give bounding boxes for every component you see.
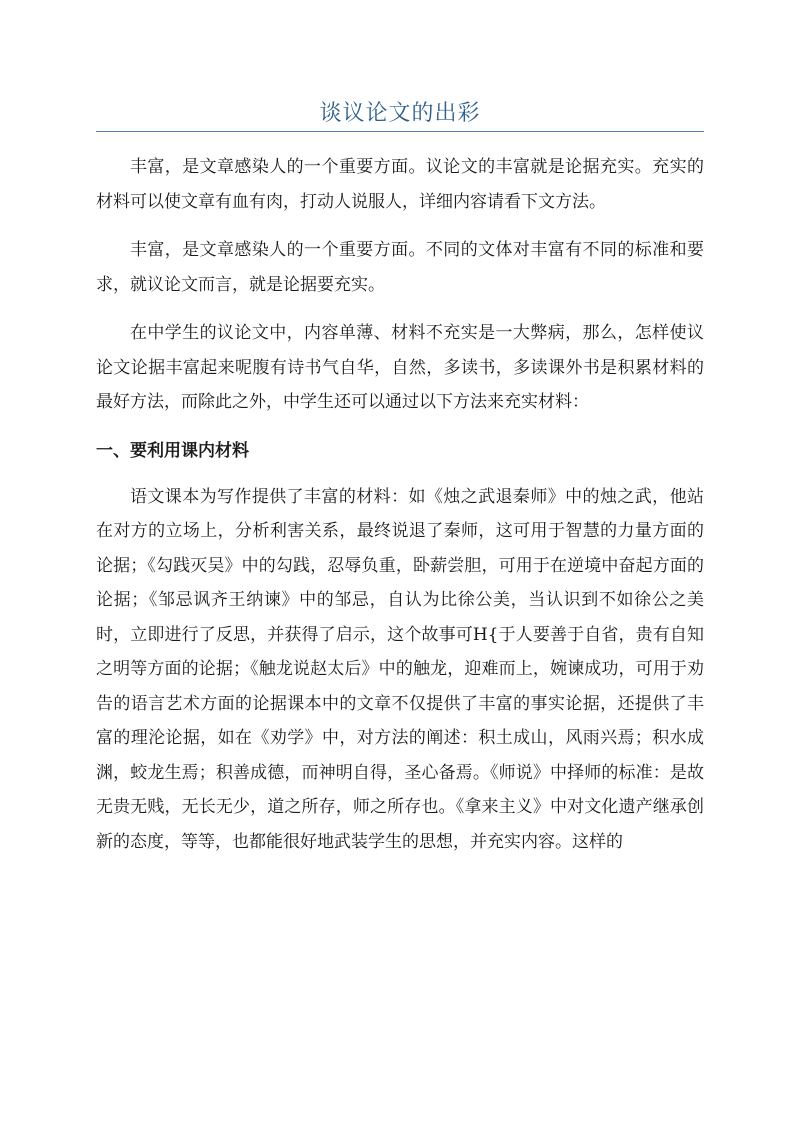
paragraph-2: 丰富，是文章感染人的一个重要方面。不同的文体对丰富有不同的标准和要求，就议论文而言，就是论据要充实。	[96, 240, 704, 295]
paragraph-3: 在中学生的议论文中，内容单薄、材料不充实是一大弊病，那么，怎样使议论文论据丰富起来呢腹有诗书气自华，自然，多读书，多读课外书是积累材料的最好方法，而除此之外，中学生还可以通过以下方法来充实材料：	[96, 323, 704, 412]
paragraph-4: 语文课本为写作提供了丰富的材料：如《烛之武退秦师》中的烛之武，他站在对方的立场上，分析利害关系，最终说退了秦师，这可用于智慧的力量方面的论据；《勾践灭吴》中的勾践，忍辱负重，卧薪尝胆，可用于在逆境中奋起方面的论据；《邹忌讽齐王纳谏》中的邹忌，自认为比徐公美，当认识到不如徐公之美时，立即进行了反思，并获得了启示，这个故事可H{于人要善于自省，贵有自知之明等方面的论据；《触龙说赵太后》中的触龙，迎难而上，婉谏成功，可用于劝告的语言艺术方面的论据课本中的文章不仅提供了丰富的事实论据，还提供了丰富的理沦论据，如在《劝学》中，对方法的阐述：积土成山，风雨兴焉；积水成渊，蛟龙生焉；积善成德，而神明自得，圣心备焉。《师说》中择师的标准：是故无贵无贱，无长无少，道之所存，师之所存也。《拿来主义》中对文化遗产继承创新的态度，等等，也都能很好地武装学生的思想，并充实内容。这样的	[96, 486, 704, 852]
document-body	[96, 150, 704, 873]
title-underline	[96, 131, 704, 132]
section-heading-1: 一、要利用课内材料	[96, 440, 249, 461]
paragraph-1: 丰富，是文章感染人的一个重要方面。议论文的丰富就是论据充实。充实的材料可以使文章有血有肉，打动人说服人，详细内容请看下文方法。	[96, 157, 704, 212]
document-title: 谈议论文的出彩	[319, 101, 481, 126]
